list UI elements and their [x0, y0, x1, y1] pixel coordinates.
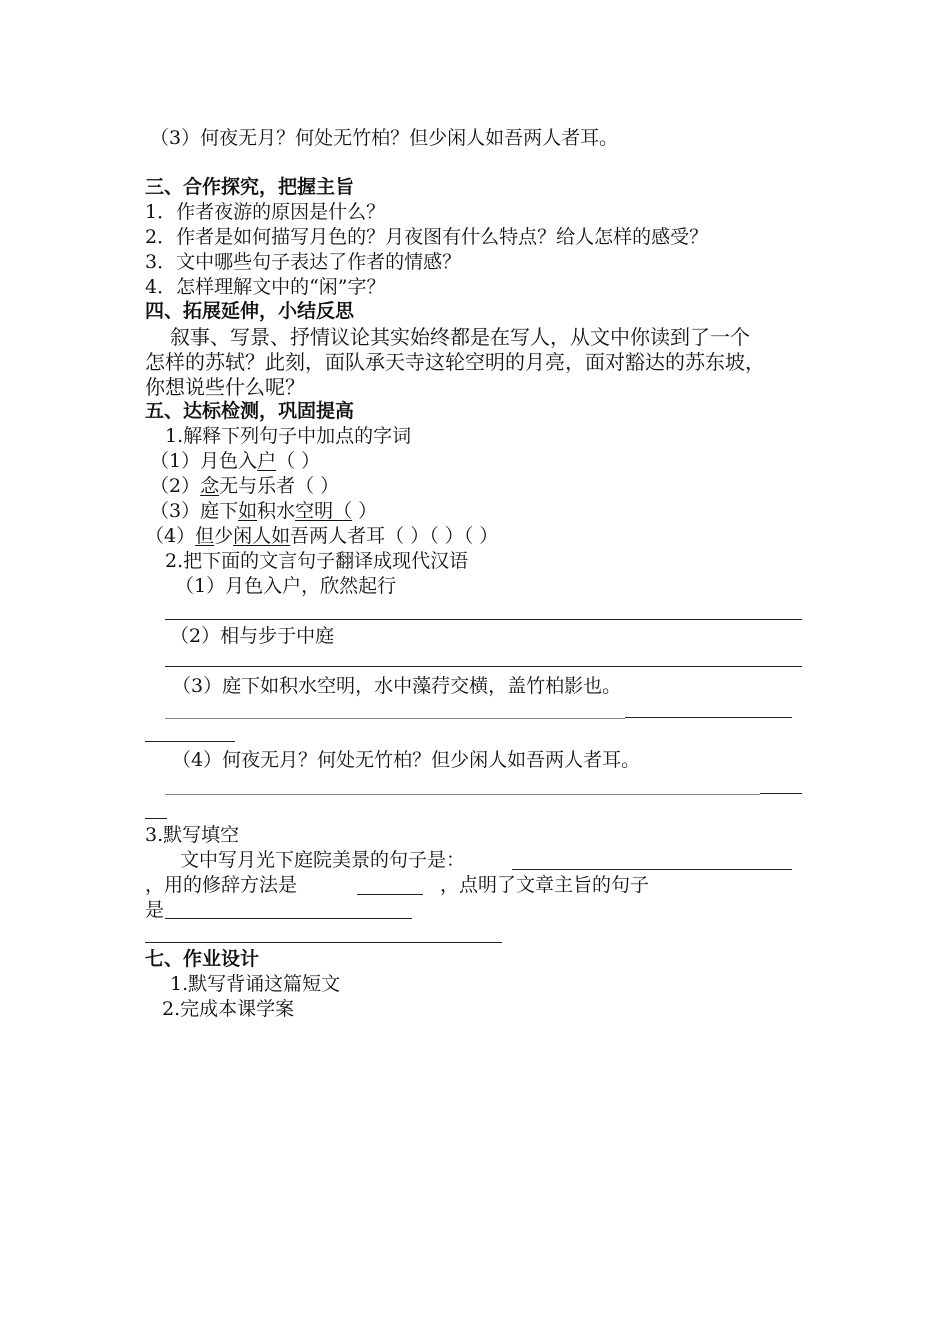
- item-2-prefix: （2）: [150, 475, 201, 497]
- section-5-heading: 五、达标检测，巩固提高: [145, 400, 355, 422]
- item-3-underlined-word-1: 如: [238, 500, 258, 522]
- section-3-heading: 三、合作探究，把握主旨: [145, 176, 355, 198]
- section-3-question-1: 1．作者夜游的原因是什么？: [145, 201, 386, 223]
- homework-item-2: 2.完成本课学案: [162, 998, 295, 1020]
- item-1-prefix: （1）月色入: [150, 450, 258, 472]
- item-3-prefix: （3）庭下: [150, 500, 239, 522]
- task-3-title: 3.默写填空: [145, 824, 240, 846]
- item-4-blank-3: ）: [473, 525, 499, 547]
- task-3-line-2a: ，用的修辞方法是: [145, 874, 298, 896]
- answer-line-3a[interactable]: [165, 718, 625, 719]
- answer-line-1[interactable]: [165, 619, 802, 620]
- section-4-heading: 四、拓展延伸，小结反思: [145, 300, 355, 322]
- task-2-sentence-3: （3）庭下如积水空明，水中藻荇交横，盖竹柏影也。: [172, 675, 622, 697]
- task-2-title: 2.把下面的文言句子翻译成现代汉语: [165, 550, 469, 572]
- answer-line-4b[interactable]: [760, 793, 802, 794]
- answer-line-2[interactable]: [165, 666, 802, 667]
- task-1-item-3: [150, 499, 377, 523]
- task-1-item-4: [145, 524, 498, 548]
- answer-line-3c[interactable]: [145, 741, 235, 742]
- fill-blank-theme-sentence-a[interactable]: [165, 918, 412, 919]
- fill-blank-rhetoric[interactable]: [357, 894, 423, 895]
- task-1-item-2: [150, 474, 339, 498]
- task-1-title: 1.解释下列句子中加点的字词: [165, 425, 412, 447]
- answer-line-4c[interactable]: [145, 818, 167, 819]
- item-1-blank: （ ）: [276, 450, 321, 472]
- answer-line-4a[interactable]: [165, 794, 760, 795]
- item-1-underlined-word: 户: [257, 450, 277, 472]
- item-4-blank-1: ）（: [404, 525, 439, 547]
- question-3-text: （3）何夜无月？何处无竹柏？但少闲人如吾两人者耳。: [150, 127, 619, 149]
- task-2-sentence-4: （4）何夜无月？何处无竹柏？但少闲人如吾两人者耳。: [172, 749, 641, 771]
- item-4-prefix: （4）: [145, 525, 196, 547]
- answer-line-3b[interactable]: [625, 717, 792, 718]
- section-4-paragraph-line-1: 叙事、写景、抒情议论其实始终都是在写人，从文中你读到了一个: [170, 325, 750, 349]
- section-3-question-2: 2．作者是如何描写月色的？月夜图有什么特点？给人怎样的感受？: [145, 226, 709, 248]
- section-4-paragraph-line-2: 怎样的苏轼？此刻，面队承天寺这轮空明的月亮，面对豁达的苏东坡，: [145, 350, 765, 374]
- item-2-rest: 无与乐者（ ）: [219, 475, 340, 497]
- section-3-question-3: 3．文中哪些句子表达了作者的情感？: [145, 251, 462, 273]
- fill-blank-scenery-sentence[interactable]: [512, 869, 792, 870]
- item-4-underlined-word-2: 闲人: [233, 525, 272, 547]
- task-3-line-3: 是: [145, 899, 165, 921]
- task-3-line-2b: ，点明了文章主旨的句子: [440, 874, 650, 896]
- item-4-blank-2: ）（: [438, 525, 474, 547]
- task-2-sentence-1: （1）月色入户，欣然起行: [175, 575, 397, 597]
- task-3-line-1: 文中写月光下庭院美景的句子是：: [180, 849, 466, 871]
- item-4-rest: 吾两人者耳（: [290, 525, 405, 547]
- section-3-question-4: 4．怎样理解文中的“闲”字？: [145, 276, 386, 298]
- fill-blank-theme-sentence-b[interactable]: [145, 942, 502, 943]
- item-4-underlined-word-3: 如: [271, 525, 291, 547]
- section-4-paragraph-line-3: 你想说些什么呢？: [145, 375, 305, 399]
- homework-item-1: 1.默写背诵这篇短文: [170, 973, 341, 995]
- item-4-underlined-word-1: 但: [195, 525, 215, 547]
- item-2-underlined-word: 念: [200, 475, 220, 497]
- item-4-mid: 少: [214, 525, 234, 547]
- task-2-sentence-2: （2）相与步于中庭: [170, 625, 335, 647]
- item-3-underlined-word-2: 空明（: [295, 500, 353, 522]
- section-7-heading: 七、作业设计: [145, 948, 260, 970]
- item-3-rest: ）: [352, 500, 378, 522]
- item-3-mid: 积水: [257, 500, 296, 522]
- task-1-item-1: [150, 449, 320, 473]
